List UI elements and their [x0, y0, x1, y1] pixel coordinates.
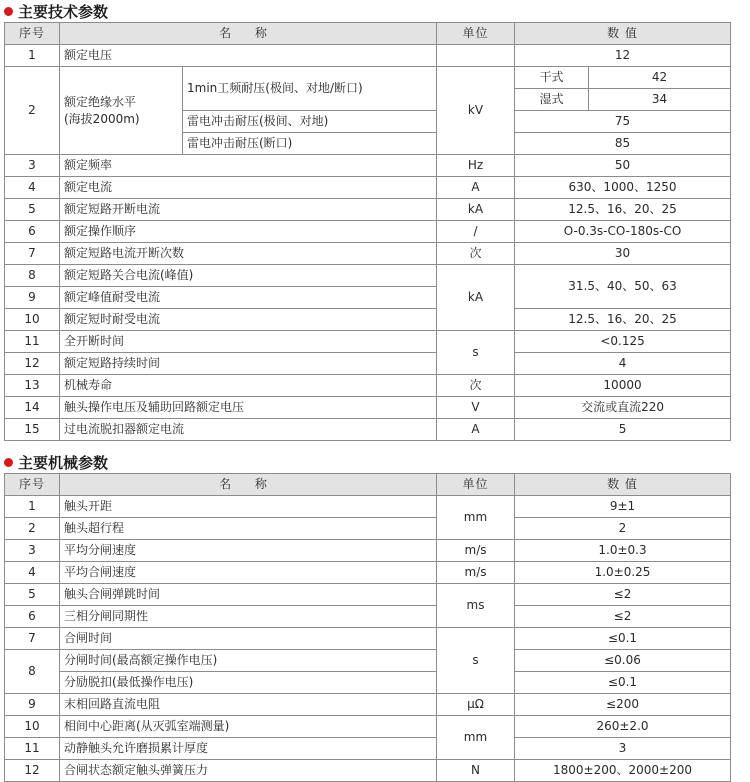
row-value: 4	[515, 353, 731, 375]
row-value: 31.5、40、50、63	[515, 265, 731, 309]
row-name: 平均分闸速度	[60, 540, 437, 562]
row-name: 触头合闸弹跳时间	[60, 584, 437, 606]
row-unit: 次	[437, 375, 515, 397]
row-name: 机械寿命	[60, 375, 437, 397]
table-row	[5, 265, 731, 287]
row-unit: kA	[437, 199, 515, 221]
row-no: 14	[5, 397, 60, 419]
name-line: (海拔2000m)	[64, 111, 140, 126]
row-unit: 次	[437, 243, 515, 265]
row-unit: mm	[437, 496, 515, 540]
table-row	[5, 199, 731, 221]
row-unit: kV	[437, 67, 515, 155]
row-no: 11	[5, 331, 60, 353]
row-no: 5	[5, 584, 60, 606]
table-row	[5, 496, 731, 518]
table-row	[5, 716, 731, 738]
row-no: 12	[5, 353, 60, 375]
tech-section-title	[0, 0, 750, 22]
row-value: 3	[515, 738, 731, 760]
table-header-row	[5, 474, 731, 496]
row-no: 8	[5, 650, 60, 694]
row-no: 3	[5, 155, 60, 177]
row-unit: ms	[437, 584, 515, 628]
row-name: 额定短路持续时间	[60, 353, 437, 375]
row-value: 1.0±0.25	[515, 562, 731, 584]
header-value: 数 值	[515, 23, 731, 45]
row-value: <0.125	[515, 331, 731, 353]
header-unit: 单位	[437, 474, 515, 496]
row-no: 1	[5, 45, 60, 67]
row-name: 额定短路电流开断次数	[60, 243, 437, 265]
row-no: 3	[5, 540, 60, 562]
row-value: 12	[515, 45, 731, 67]
row-name-insulation	[60, 67, 183, 155]
table-row	[5, 155, 731, 177]
wet-label: 湿式	[515, 89, 589, 111]
table-row	[5, 760, 731, 782]
dry-value: 42	[589, 67, 731, 89]
row-no: 6	[5, 221, 60, 243]
row-no: 1	[5, 496, 60, 518]
row-unit: s	[437, 331, 515, 375]
row-name: 分励脱扣(最低操作电压)	[60, 672, 437, 694]
table-row	[5, 562, 731, 584]
row-value: 交流或直流220	[515, 397, 731, 419]
row-unit: mm	[437, 716, 515, 760]
table-row	[5, 584, 731, 606]
row-unit: m/s	[437, 540, 515, 562]
red-bullet-icon	[4, 458, 13, 467]
row-name: 额定短时耐受电流	[60, 309, 437, 331]
row-unit: A	[437, 177, 515, 199]
table-row	[5, 628, 731, 650]
row-value: O-0.3s-CO-180s-CO	[515, 221, 731, 243]
table-row	[5, 397, 731, 419]
table-header-row	[5, 23, 731, 45]
row-value: 5	[515, 419, 731, 441]
red-bullet-icon	[4, 7, 13, 16]
table-row	[5, 540, 731, 562]
tech-title-text: 主要技术参数	[18, 2, 109, 21]
row-unit: μΩ	[437, 694, 515, 716]
row-no: 4	[5, 177, 60, 199]
row-value: 630、1000、1250	[515, 177, 731, 199]
mech-section-title	[0, 451, 750, 473]
row-unit: Hz	[437, 155, 515, 177]
row-no: 6	[5, 606, 60, 628]
table-row	[5, 419, 731, 441]
row-name: 额定频率	[60, 155, 437, 177]
table-row	[5, 331, 731, 353]
row-unit	[437, 45, 515, 67]
sub-name: 雷电冲击耐压(极间、对地)	[183, 111, 437, 133]
row-name: 额定操作顺序	[60, 221, 437, 243]
row-no: 9	[5, 287, 60, 309]
row-no: 7	[5, 628, 60, 650]
row-unit: V	[437, 397, 515, 419]
table-row	[5, 694, 731, 716]
table-row	[5, 177, 731, 199]
row-value: 2	[515, 518, 731, 540]
row-value: 85	[515, 133, 731, 155]
wet-value: 34	[589, 89, 731, 111]
row-name: 触头操作电压及辅助回路额定电压	[60, 397, 437, 419]
row-unit: N	[437, 760, 515, 782]
row-value: 50	[515, 155, 731, 177]
table-row	[5, 375, 731, 397]
row-no: 11	[5, 738, 60, 760]
row-value: ≤0.1	[515, 672, 731, 694]
row-unit: s	[437, 628, 515, 694]
row-name: 全开断时间	[60, 331, 437, 353]
mech-params-table	[4, 473, 731, 782]
header-name: 名 称	[60, 474, 437, 496]
row-no: 2	[5, 518, 60, 540]
row-name: 额定短路关合电流(峰值)	[60, 265, 437, 287]
header-name: 名 称	[60, 23, 437, 45]
table-row	[5, 353, 731, 375]
row-name: 触头开距	[60, 496, 437, 518]
table-row	[5, 45, 731, 67]
row-no: 8	[5, 265, 60, 287]
row-unit: kA	[437, 265, 515, 331]
tech-params-table	[4, 22, 731, 441]
row-value: 75	[515, 111, 731, 133]
row-no: 4	[5, 562, 60, 584]
table-row	[5, 67, 731, 89]
row-name: 末相回路直流电阻	[60, 694, 437, 716]
row-name: 额定峰值耐受电流	[60, 287, 437, 309]
row-name: 相间中心距离(从灭弧室端测量)	[60, 716, 437, 738]
row-name: 三相分闸同期性	[60, 606, 437, 628]
row-no: 10	[5, 309, 60, 331]
row-name: 动静触头允许磨损累计厚度	[60, 738, 437, 760]
header-no: 序号	[5, 23, 60, 45]
sub-name: 1min工频耐压(极间、对地/断口)	[183, 67, 437, 111]
row-value: 10000	[515, 375, 731, 397]
mech-title-text: 主要机械参数	[18, 453, 109, 472]
table-row	[5, 309, 731, 331]
row-name: 额定电压	[60, 45, 437, 67]
row-value: 30	[515, 243, 731, 265]
header-no: 序号	[5, 474, 60, 496]
row-value: ≤0.1	[515, 628, 731, 650]
row-no: 12	[5, 760, 60, 782]
row-unit: A	[437, 419, 515, 441]
row-value: 1800±200、2000±200	[515, 760, 731, 782]
row-no: 2	[5, 67, 60, 155]
row-name: 额定电流	[60, 177, 437, 199]
table-row	[5, 518, 731, 540]
row-no: 15	[5, 419, 60, 441]
row-name: 触头超行程	[60, 518, 437, 540]
row-value: ≤2	[515, 606, 731, 628]
row-no: 7	[5, 243, 60, 265]
table-row	[5, 221, 731, 243]
row-value: ≤200	[515, 694, 731, 716]
name-line: 额定绝缘水平	[64, 94, 137, 109]
row-value: 9±1	[515, 496, 731, 518]
row-no: 9	[5, 694, 60, 716]
dry-label: 干式	[515, 67, 589, 89]
header-value: 数 值	[515, 474, 731, 496]
table-row	[5, 606, 731, 628]
row-name: 分闸时间(最高额定操作电压)	[60, 650, 437, 672]
header-unit: 单位	[437, 23, 515, 45]
row-value: ≤0.06	[515, 650, 731, 672]
row-no: 10	[5, 716, 60, 738]
table-row	[5, 650, 731, 672]
row-value: 260±2.0	[515, 716, 731, 738]
row-no: 13	[5, 375, 60, 397]
row-value: 12.5、16、20、25	[515, 199, 731, 221]
row-value: 12.5、16、20、25	[515, 309, 731, 331]
row-unit: m/s	[437, 562, 515, 584]
row-name: 平均合闸速度	[60, 562, 437, 584]
row-name: 过电流脱扣器额定电流	[60, 419, 437, 441]
table-row	[5, 243, 731, 265]
row-name: 合闸状态额定触头弹簧压力	[60, 760, 437, 782]
row-name: 额定短路开断电流	[60, 199, 437, 221]
table-row	[5, 672, 731, 694]
row-no: 5	[5, 199, 60, 221]
row-value: ≤2	[515, 584, 731, 606]
row-unit: /	[437, 221, 515, 243]
row-value: 1.0±0.3	[515, 540, 731, 562]
table-row	[5, 738, 731, 760]
sub-name: 雷电冲击耐压(断口)	[183, 133, 437, 155]
row-name: 合闸时间	[60, 628, 437, 650]
